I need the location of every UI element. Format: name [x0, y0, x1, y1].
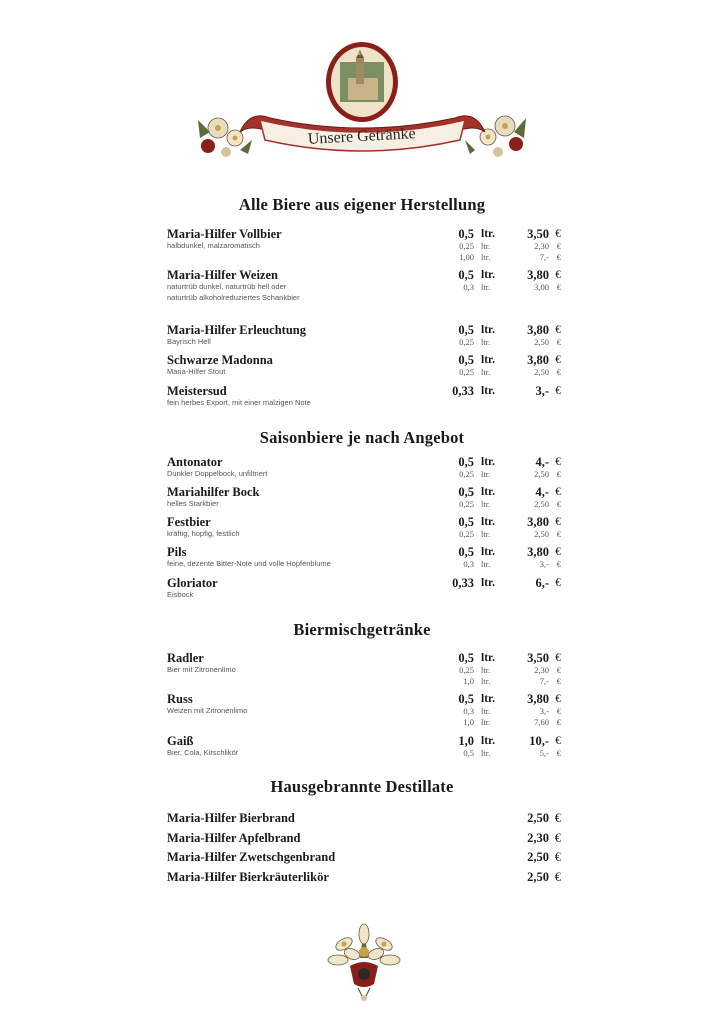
price: 3,80 [527, 353, 549, 367]
menu-item [167, 227, 562, 262]
item-desc: fein herbes Export, mit einer malzigen Note [167, 398, 311, 407]
menu-item [167, 455, 562, 480]
price-row [167, 323, 562, 337]
item-desc: Bayrisch Hell [167, 337, 211, 346]
currency: € [555, 486, 561, 498]
price: 7,60 [534, 717, 549, 727]
currency: € [554, 870, 561, 884]
item-name: Schwarze Madonna [167, 353, 273, 367]
price: 2,50 [527, 870, 549, 884]
qty: 0,5 [458, 545, 474, 559]
unit: ltr. [481, 385, 495, 397]
unit: ltr. [481, 676, 491, 686]
price-row [167, 353, 562, 367]
price: 2,30 [527, 831, 549, 845]
price: 3,- [535, 384, 549, 398]
price: 3,50 [527, 651, 549, 665]
menu-item [167, 545, 562, 570]
currency: € [556, 706, 561, 716]
price-row [167, 337, 562, 349]
price-row [167, 485, 562, 499]
qty: 0,25 [459, 665, 474, 675]
currency: € [556, 559, 561, 569]
price: 3,80 [527, 545, 549, 559]
qty: 0,3 [463, 282, 474, 292]
currency: € [556, 282, 561, 292]
currency: € [555, 652, 561, 664]
item-name: Maria-Hilfer Bierkräuterlikör [167, 870, 329, 884]
price-row [167, 515, 562, 529]
price-row [167, 545, 562, 559]
menu-item [167, 651, 562, 686]
unit: ltr. [481, 665, 491, 675]
unit: ltr. [481, 282, 491, 292]
qty: 0,5 [458, 485, 474, 499]
price: 2,50 [527, 850, 549, 864]
unit: ltr. [481, 735, 495, 747]
menu-item [167, 692, 562, 727]
currency: € [555, 456, 561, 468]
price: 3,00 [534, 282, 549, 292]
menu-item [167, 384, 562, 409]
distillate-row [167, 849, 562, 865]
unit: ltr. [481, 456, 495, 468]
unit: ltr. [481, 706, 491, 716]
item-name: Pils [167, 545, 187, 559]
price: 3,80 [527, 692, 549, 706]
price-row [167, 748, 562, 760]
qty: 0,25 [459, 499, 474, 509]
qty: 0,5 [458, 353, 474, 367]
unit: ltr. [481, 748, 491, 758]
currency: € [556, 717, 561, 727]
qty: 0,25 [459, 367, 474, 377]
item-name: Maria-Hilfer Zwetschgenbrand [167, 850, 336, 864]
unit: ltr. [481, 559, 491, 569]
unit: ltr. [481, 354, 495, 366]
item-name: Gaiß [167, 734, 194, 748]
price: 3,- [539, 559, 549, 569]
currency: € [555, 269, 561, 281]
price-row [167, 559, 562, 571]
price: 7,- [539, 676, 549, 686]
item-desc: Bier mit Zitronenlimo [167, 665, 236, 674]
item-name: Meistersud [167, 384, 227, 398]
item-desc: feine, dezente Bitter-Note und volle Hopfenblume [167, 559, 331, 568]
item-desc: Bier, Cola, Kirschlikör [167, 748, 239, 757]
unit: ltr. [481, 337, 491, 347]
unit: ltr. [481, 228, 495, 240]
qty: 0,33 [452, 384, 474, 398]
price: 2,50 [527, 811, 549, 825]
price: 2,30 [534, 665, 549, 675]
qty: 0,5 [458, 515, 474, 529]
price-row [167, 734, 562, 748]
item-name: Maria-Hilfer Weizen [167, 268, 278, 282]
price: 3,- [539, 706, 549, 716]
distillate-row [167, 830, 562, 846]
item-desc: Dunkler Doppelbock, unfiltriert [167, 469, 268, 478]
unit: ltr. [481, 717, 491, 727]
item-name: Maria-Hilfer Bierbrand [167, 811, 295, 825]
qty: 0,25 [459, 469, 474, 479]
distillate-row [167, 869, 562, 885]
qty: 0,3 [463, 559, 474, 569]
unit: ltr. [481, 529, 491, 539]
price: 3,80 [527, 268, 549, 282]
qty: 1,00 [459, 252, 474, 262]
qty: 0,25 [459, 337, 474, 347]
price-row [167, 282, 562, 294]
unit: ltr. [481, 367, 491, 377]
qty: 0,25 [459, 241, 474, 251]
item-desc: naturtrüb alkoholreduziertes Schankbier [167, 292, 300, 302]
unit: ltr. [481, 241, 491, 251]
currency: € [555, 516, 561, 528]
currency: € [556, 252, 561, 262]
currency: € [556, 529, 561, 539]
price: 3,50 [527, 227, 549, 241]
menu-item [167, 485, 562, 510]
qty: 0,25 [459, 529, 474, 539]
qty: 0,5 [458, 323, 474, 337]
menu-item [167, 323, 562, 348]
currency: € [556, 665, 561, 675]
price: 10,- [529, 734, 549, 748]
section-title-mixed: Biermischgetränke [293, 620, 431, 639]
section-title-distillates: Hausgebrannte Destillate [270, 777, 454, 796]
item-name: Antonator [167, 455, 223, 469]
logo-subtext: Maria-Hilf [353, 110, 371, 115]
edelweiss-ornament-icon [322, 918, 406, 1004]
price: 4,- [535, 455, 549, 469]
price-row [167, 455, 562, 469]
currency: € [555, 228, 561, 240]
qty: 0,5 [458, 455, 474, 469]
currency: € [555, 385, 561, 397]
price: 2,50 [534, 529, 549, 539]
logo-text: Kössel-Bräu [347, 51, 377, 57]
menu-item [167, 576, 562, 601]
price: 3,80 [527, 515, 549, 529]
item-name: Maria-Hilfer Vollbier [167, 227, 282, 241]
price-row [167, 227, 562, 241]
unit: ltr. [481, 469, 491, 479]
currency: € [555, 354, 561, 366]
price: 2,50 [534, 499, 549, 509]
qty: 0,5 [463, 748, 474, 758]
currency: € [556, 676, 561, 686]
price-row [167, 268, 562, 282]
currency: € [555, 693, 561, 705]
menu-item [167, 268, 562, 303]
qty: 0,3 [463, 706, 474, 716]
unit: ltr. [481, 652, 495, 664]
section-title-seasonal: Saisonbiere je nach Angebot [259, 428, 465, 447]
currency: € [554, 811, 561, 825]
qty: 1,0 [463, 676, 474, 686]
item-desc: naturtrüb dunkel, naturtrüb hell oder [167, 282, 287, 291]
unit: ltr. [481, 577, 495, 589]
menu-item [167, 353, 562, 378]
unit: ltr. [481, 252, 491, 262]
currency: € [556, 367, 561, 377]
currency: € [555, 546, 561, 558]
currency: € [555, 735, 561, 747]
item-name: Gloriator [167, 576, 218, 590]
qty: 0,33 [452, 576, 474, 590]
qty: 0,5 [458, 268, 474, 282]
menu-item [167, 515, 562, 540]
price: 3,80 [527, 323, 549, 337]
unit: ltr. [481, 546, 495, 558]
price-row [167, 499, 562, 511]
edelweiss-left-icon [198, 118, 252, 157]
price-row [167, 676, 562, 688]
distillate-row [167, 810, 562, 826]
section-title-beers: Alle Biere aus eigener Herstellung [238, 195, 486, 214]
price-row [167, 651, 562, 665]
currency: € [556, 748, 561, 758]
currency: € [556, 241, 561, 251]
item-name: Festbier [167, 515, 211, 529]
item-desc: helles Starkbier [167, 499, 219, 508]
price-row [167, 384, 562, 398]
menu-item [167, 734, 562, 759]
unit: ltr. [481, 499, 491, 509]
currency: € [556, 469, 561, 479]
price: 2,50 [534, 367, 549, 377]
price-row [167, 367, 562, 379]
price: 6,- [535, 576, 549, 590]
qty: 0,5 [458, 692, 474, 706]
unit: ltr. [481, 486, 495, 498]
qty: 0,5 [458, 651, 474, 665]
currency: € [555, 577, 561, 589]
price: 7,- [539, 252, 549, 262]
item-name: Maria-Hilfer Apfelbrand [167, 831, 301, 845]
price: 2,50 [534, 469, 549, 479]
price-row [167, 529, 562, 541]
item-desc: Weizen mit Zitronenlimo [167, 706, 248, 715]
item-desc: Maria-Hilfer Stout [167, 367, 226, 376]
price: 4,- [535, 485, 549, 499]
unit: ltr. [481, 324, 495, 336]
item-desc: kräftig, hopfig, festlich [167, 529, 240, 538]
unit: ltr. [481, 693, 495, 705]
price: 5,- [539, 748, 549, 758]
currency: € [554, 850, 561, 864]
qty: 0,5 [458, 227, 474, 241]
price-row [167, 469, 562, 481]
unit: ltr. [481, 269, 495, 281]
qty: 1,0 [458, 734, 474, 748]
item-name: Radler [167, 651, 204, 665]
item-name: Maria-Hilfer Erleuchtung [167, 323, 306, 337]
currency: € [555, 324, 561, 336]
currency: € [554, 831, 561, 845]
currency: € [556, 499, 561, 509]
price-row [167, 252, 562, 264]
price-row [167, 576, 562, 590]
price-row [167, 717, 562, 729]
item-name: Mariahilfer Bock [167, 485, 260, 499]
banner-title: Unsere Getränke [307, 125, 417, 148]
price: 2,30 [534, 241, 549, 251]
item-name: Russ [167, 692, 193, 706]
item-desc: halbdunkel, malzaromatisch [167, 241, 260, 250]
item-desc: Eisbock [167, 590, 194, 599]
unit: ltr. [481, 516, 495, 528]
currency: € [556, 337, 561, 347]
header-banner-logo [190, 40, 535, 165]
qty: 1,0 [463, 717, 474, 727]
price-row [167, 692, 562, 706]
price: 2,50 [534, 337, 549, 347]
